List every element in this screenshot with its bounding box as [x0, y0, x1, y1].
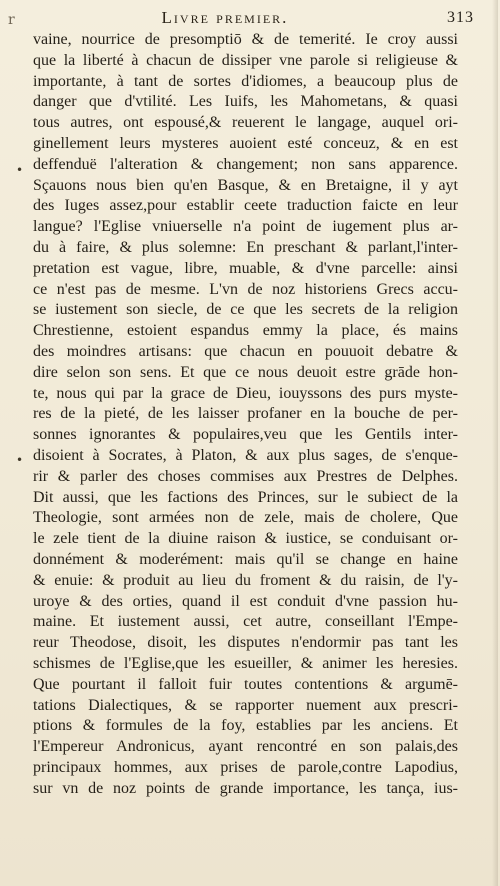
text-line: res de la pieté, de les laisser profaner en la bouche de per-: [33, 405, 458, 423]
text-line: principaux hommes, aux prises de parole,contre Lapodius,: [33, 758, 458, 776]
text-line: ce n'est pas de mesme. L'vn de noz historiens Grecs accu-: [33, 280, 458, 298]
text-line: Que pourtant il falloit fuir toutes contentions & argumē-: [33, 675, 458, 693]
text-line: disoient à Socrates, à Platon, & aux plus sages, de s'enque-: [33, 446, 458, 464]
text-line: te, nous qui par la grace de Dieu, iouyssons des purs myste-: [33, 384, 458, 402]
text-line: Dit aussi, que les factions des Princes, sur le subiect de la: [33, 488, 458, 506]
header-mark: r: [8, 12, 15, 28]
text-line: reur Theodose, disoit, les disputes n'endormir pas tant les: [33, 634, 458, 652]
text-line: que la liberté à chacun de dissiper vne parole si religieuse &: [33, 51, 458, 69]
text-line: des Iuges assez,pour establir ceete traduction faicte en leur: [33, 197, 458, 215]
running-head: Livre premier.: [161, 8, 289, 27]
text-line: langue? l'Eglise vniuerselle n'a point de iugement plus ar-: [33, 218, 458, 236]
text-line: l'Empereur Andronicus, ayant rencontré en son palais,des: [33, 738, 458, 756]
text-line: le zele tient de la diuine raison & iustice, se conduisant or-: [33, 530, 458, 548]
text-line: rir & parler des choses commises aux Prestres de Delphes.: [33, 467, 458, 485]
margin-mark: •: [16, 163, 24, 177]
text-line: ginellement leurs mysteres auoient esté conceuz, & en est: [33, 134, 458, 152]
text-line: tous autres, ont espousé,& reuerent le langage, auquel ori-: [33, 114, 458, 132]
text-line: deffenduë l'alteration & changement; non sans apparence.: [33, 155, 458, 173]
text-line: des moindres artisans: que chacun en pouuoit debatre &: [33, 342, 458, 360]
page-edge-shadow: [492, 0, 498, 886]
text-line: Chrestienne, estoient espandus emmy la place, és mains: [33, 322, 458, 340]
body-text: [33, 30, 458, 799]
text-line: vaine, nourrice de presomptiō & de temerité. Ie croy aussi: [33, 31, 458, 48]
text-line: ptions & formules de la foy, establies par les anciens. Et: [33, 717, 458, 735]
page-number: 313: [447, 9, 474, 26]
text-line: Theologie, sont armées non de zele, mais de cholere, Que: [33, 509, 458, 527]
text-line: donnément & moderément: mais qu'il se change en haine: [33, 550, 458, 568]
text-line: maine. Et iustement aussi, cet autre, conseillant l'Empe-: [33, 613, 458, 631]
text-line: & enuie: & produit au lieu du froment & du raisin, de l'y-: [33, 571, 458, 589]
text-line: dire selon son sens. Et que ce nous deuoit estre grāde hon-: [33, 363, 458, 381]
text-line: du à faire, & plus solemne: En preschant & parlant,l'inter-: [33, 238, 458, 256]
margin-mark: •: [16, 453, 24, 467]
text-line: danger que d'vtilité. Les Iuifs, les Mahometans, & quasi: [33, 93, 458, 111]
text-line: pretation est vague, libre, muable, & d'vne parcelle: ainsi: [33, 259, 458, 277]
text-line: Sçauons nous bien qu'en Basque, & en Bretaigne, il y ayt: [33, 176, 458, 194]
text-line: sonnes ignorantes & populaires,veu que les Gentils inter-: [33, 426, 458, 444]
text-line: sur vn de noz points de grande importance, les tança, ius-: [33, 779, 458, 797]
text-line: uroye & des orties, quand il est conduit d'vne passion hu-: [33, 592, 458, 610]
text-line: schismes de l'Eglise,que les esueiller, & animer les heresies.: [33, 654, 458, 672]
text-line: tations Dialectiques, & se rapporter nuement aux prescri-: [33, 696, 458, 714]
text-line: importante, à tant de sortes d'idiomes, a beaucoup plus de: [33, 72, 458, 90]
text-line: se iustement son siecle, de ce que les secrets de la religion: [33, 301, 458, 319]
